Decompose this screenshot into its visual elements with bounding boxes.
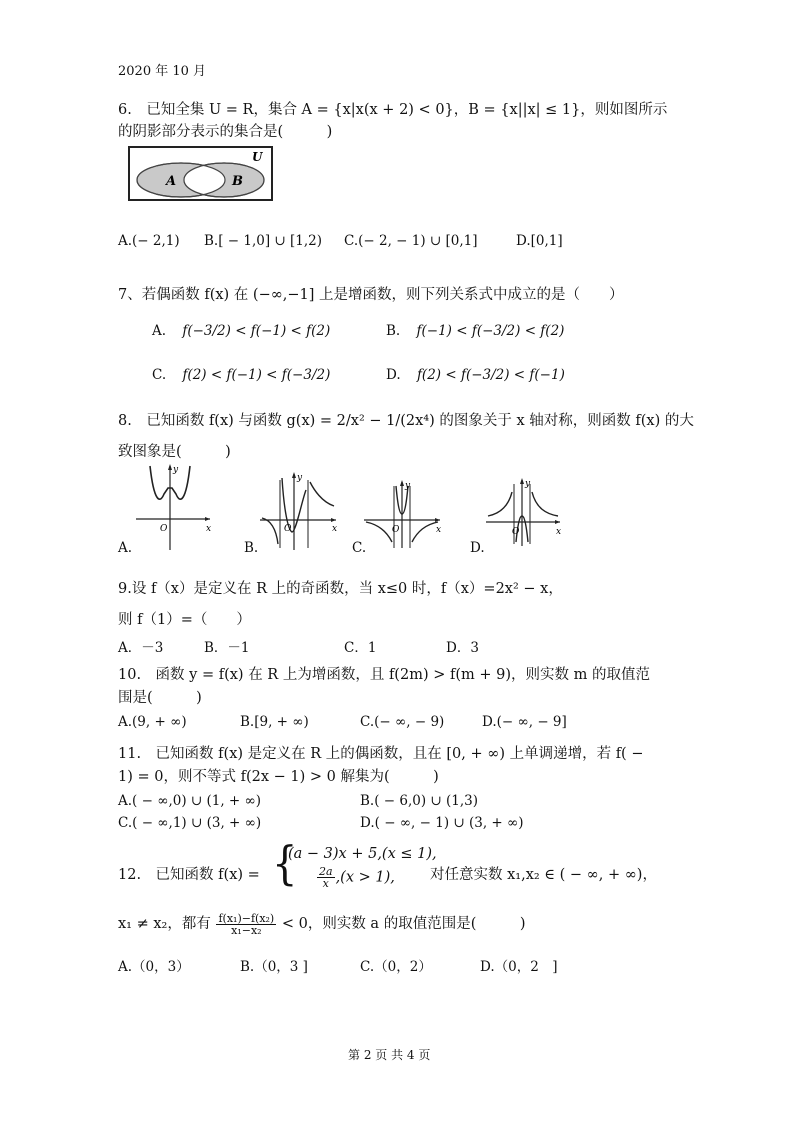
piecewise-brace: { — [272, 837, 298, 891]
venn-label-b: B — [232, 174, 243, 189]
q12-line2-b: < 0，则实数 a 的取值范围是( ) — [281, 916, 526, 932]
q9-option-b[interactable]: B．－1 — [204, 640, 250, 656]
q12-case-2-num: 2a — [319, 865, 333, 878]
page-number: 第 2 页 共 4 页 — [348, 1048, 431, 1062]
q11-option-c[interactable]: C.( − ∞,1) ∪ (3, + ∞) — [118, 815, 262, 831]
q7-option-c[interactable] — [152, 367, 330, 383]
q6-option-c[interactable]: C.(− 2, − 1) ∪ [0,1] — [344, 233, 478, 249]
svg-text:y: y — [297, 473, 303, 483]
q8-graph-label-b[interactable]: B. — [244, 540, 259, 556]
q7-option-c-expr: f(2) < f(−1) < f(−3/2) — [182, 367, 331, 383]
svg-text:y: y — [525, 479, 531, 489]
venn-label-a: A — [166, 174, 177, 189]
q12-case-2 — [316, 866, 395, 889]
q12-case-2-rest: ,(x > 1), — [335, 869, 395, 886]
q8-graph-c — [362, 478, 446, 550]
q9-stem-line1: 9.设 f（x）是定义在 R 上的奇函数，当 x≤0 时，f（x）=2x² − x， — [118, 581, 563, 597]
svg-text:x: x — [332, 524, 338, 534]
q12-line2-a: x₁ ≠ x₂，都有 — [118, 916, 211, 932]
q12-stem-prefix: 12. 已知函数 f(x) = — [118, 867, 260, 883]
venn-diagram — [128, 146, 274, 202]
q10-option-b[interactable]: B.[9, + ∞) — [240, 714, 309, 730]
svg-text:x: x — [206, 524, 212, 534]
q12-option-d[interactable]: D.（0，2 ] — [480, 959, 558, 975]
q8-stem-line1: 8. 已知函数 f(x) 与函数 g(x) = 2/x² − 1/(2x⁴) 的图象关于 x 轴对称，则函数 f(x) 的大 — [118, 413, 694, 429]
q10-option-c[interactable]: C.(− ∞, − 9) — [360, 714, 445, 730]
q9-stem-line2: 则 f（1）=（ ） — [118, 612, 251, 628]
q7-option-d-label: D. — [386, 367, 401, 383]
q6-stem-line2: 的阴影部分表示的集合是( ) — [118, 124, 333, 140]
q9-option-c[interactable]: C．1 — [344, 640, 377, 656]
svg-text:y: y — [405, 481, 411, 491]
q6-option-a[interactable]: A.(− 2,1) — [118, 233, 180, 249]
q8-graph-label-a[interactable]: A. — [118, 540, 133, 556]
q11-option-a[interactable]: A.( − ∞,0) ∪ (1, + ∞) — [118, 793, 262, 809]
q12-stem-suffix: 对任意实数 x₁,x₂ ∈ ( − ∞, + ∞)， — [430, 867, 657, 883]
q11-option-d[interactable]: D.( − ∞, − 1) ∪ (3, + ∞) — [360, 815, 524, 831]
q12-frac-num: f(x₁)−f(x₂) — [218, 911, 275, 925]
svg-text:y: y — [173, 465, 179, 475]
svg-text:O: O — [512, 527, 520, 537]
q12-option-a[interactable]: A.（0，3） — [118, 959, 190, 975]
q7-option-b-expr: f(−1) < f(−3/2) < f(2) — [416, 323, 565, 339]
q11-stem-line2: 1) = 0，则不等式 f(2x − 1) > 0 解集为( ) — [118, 769, 439, 785]
svg-text:O: O — [392, 525, 400, 535]
q12-case-2-den: x — [322, 877, 329, 890]
q12-option-c[interactable]: C.（0，2） — [360, 959, 432, 975]
svg-text:x: x — [556, 527, 562, 537]
q10-option-a[interactable]: A.(9, + ∞) — [118, 714, 187, 730]
q7-option-a-label: A. — [152, 323, 167, 339]
q8-graph-a — [128, 462, 218, 552]
q11-option-b[interactable]: B.( − 6,0) ∪ (1,3) — [360, 793, 479, 809]
q12-option-b[interactable]: B.（0，3 ] — [240, 959, 308, 975]
q7-option-b[interactable] — [386, 323, 564, 339]
q9-option-a[interactable]: A．－3 — [118, 640, 164, 656]
q6-stem-line1: 6. 已知全集 U = R，集合 A = {x|x(x + 2) < 0}，B = {x||x| ≤ 1}，则如图所示 — [118, 102, 668, 118]
q11-stem-line1: 11. 已知函数 f(x) 是定义在 R 上的偶函数，且在 [0, + ∞) 上单调递增，若 f( − — [118, 746, 644, 762]
q8-graph-label-c[interactable]: C. — [352, 540, 367, 556]
q12-stem-line2 — [118, 912, 526, 936]
q7-option-a-expr: f(−3/2) < f(−1) < f(2) — [182, 323, 331, 339]
q7-option-c-label: C. — [152, 367, 167, 383]
q6-option-b[interactable]: B.[ − 1,0] ∪ [1,2) — [204, 233, 323, 249]
svg-text:O: O — [284, 524, 292, 534]
q6-option-d[interactable]: D.[0,1] — [516, 233, 563, 249]
q10-stem-line1: 10. 函数 y = f(x) 在 R 上为增函数，且 f(2m) > f(m + 9)，则实数 m 的取值范 — [118, 667, 650, 683]
q8-graph-b — [256, 470, 346, 552]
q7-option-d[interactable] — [386, 367, 565, 383]
svg-text:x: x — [436, 525, 442, 535]
q9-option-d[interactable]: D．3 — [446, 640, 479, 656]
q7-stem: 7、若偶函数 f(x) 在 (−∞,−1] 上是增函数，则下列关系式中成立的是（ ） — [118, 287, 624, 303]
svg-text:O: O — [160, 524, 168, 534]
venn-label-u: U — [252, 150, 263, 164]
page-date: 2020 年 10 月 — [118, 64, 207, 79]
q10-stem-line2: 围是( ) — [118, 690, 202, 706]
q12-case-1: (a − 3)x + 5,(x ≤ 1), — [288, 846, 437, 862]
q7-option-a[interactable] — [152, 323, 330, 339]
q10-option-d[interactable]: D.(− ∞, − 9] — [482, 714, 567, 730]
q8-graph-label-d[interactable]: D. — [470, 540, 485, 556]
q7-option-d-expr: f(2) < f(−3/2) < f(−1) — [416, 367, 565, 383]
q12-frac-den: x₁−x₂ — [231, 923, 262, 937]
q7-option-b-label: B. — [386, 323, 401, 339]
q8-graph-d — [484, 476, 564, 548]
q8-stem-line2: 致图象是( ) — [118, 444, 231, 460]
